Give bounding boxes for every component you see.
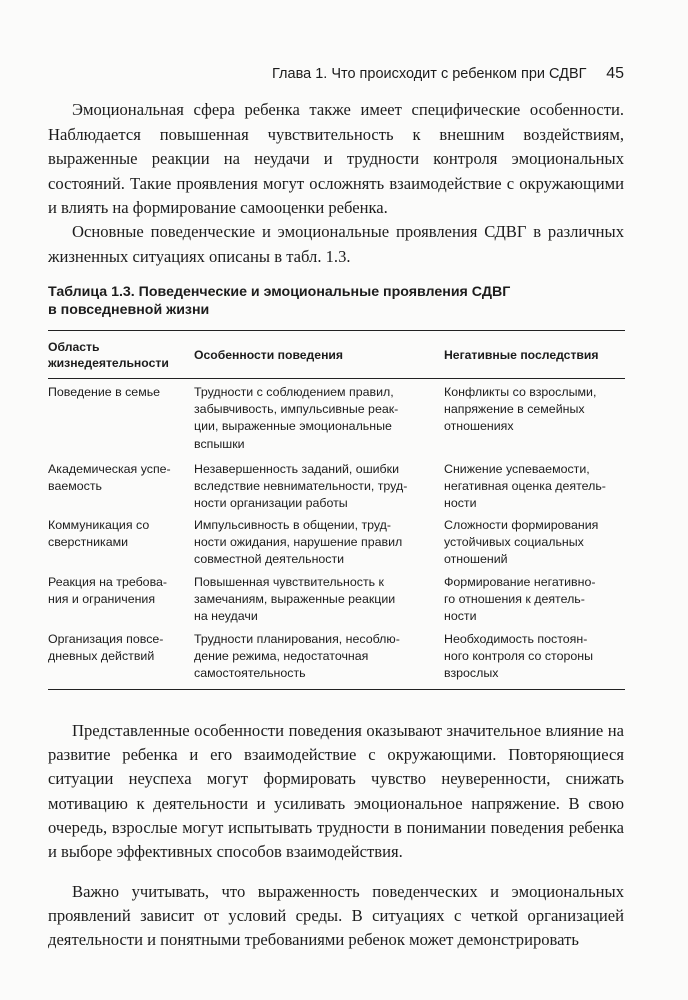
cell-consequence [444, 517, 625, 574]
cell-area-line: Организация повсе- [48, 632, 164, 646]
cell-consequence-line: устойчивых социальных [444, 535, 584, 550]
cell-behavior [194, 631, 444, 685]
cell-area-line: ваемость [48, 479, 102, 494]
paragraph-influence: Представленные особенности поведения оказывают значительное влияние на развитие ребенка и его взаимодействие с окружающими. Повторяющиеся ситуации неуспеха могут формировать чувство неуверенности, снижать мотивацию к деятельности и усиливать эмоциональное напряжение. В свою очередь, взрослые могут испытывать трудности в понимании поведения ребенка и выборе эффективных способов взаимодействия. [48, 721, 624, 862]
paragraph-table-reference: Основные поведенческие и эмоциональные проявления СДВГ в различных жизненных ситуациях описаны в табл. 1.3. [48, 222, 624, 266]
cell-behavior-line: вследствие невнимательности, труд- [194, 479, 408, 494]
header-area [48, 339, 194, 371]
paragraph-environment: Важно учитывать, что выраженность поведенческих и эмоциональных проявлений зависит от условий среды. В ситуациях с четкой организацией деятельности и понятными требованиями ребенок может демонстрировать [48, 882, 624, 950]
cell-consequence-line: напряжение в семейных [444, 402, 585, 417]
header-area-line1: Область [48, 339, 100, 354]
cell-consequence [444, 384, 625, 461]
cell-area [48, 574, 194, 631]
cell-behavior-line: замечаниям, выраженные реакции [194, 592, 396, 607]
cell-behavior [194, 384, 444, 461]
cell-consequence [444, 631, 625, 685]
cell-behavior-line: ции, выраженные эмоциональные [194, 419, 392, 434]
cell-behavior [194, 461, 444, 517]
cell-area-line: Поведение в семье [48, 385, 161, 399]
cell-area-line: ния и ограничения [48, 592, 156, 607]
cell-behavior-line: ности ожидания, нарушение правил [194, 535, 403, 550]
cell-area-line: Реакция на требова- [48, 575, 168, 589]
cell-behavior-line: совместной деятельности [194, 552, 345, 567]
cell-behavior [194, 574, 444, 631]
behavior-table [48, 330, 625, 690]
cell-behavior-line: ности организации работы [194, 496, 348, 511]
cell-consequence-line: Снижение успеваемости, [444, 462, 590, 476]
cell-consequence-line: Необходимость постоян- [444, 632, 588, 646]
cell-consequence-line: ности [444, 496, 477, 511]
paragraph-emotional-sphere: Эмоциональная сфера ребенка также имеет специфические особенности. Наблюдается повышенная чувствительность к внешним воздействиям, выраженные реакции на неудачи и трудности контроля эмоциональных состояний. Такие проявления могут осложнять взаимодействие с окружающими и влиять на формирование самооценки ребенка. [48, 100, 624, 218]
cell-consequence-line: Формирование негативно- [444, 575, 596, 589]
chapter-title: Глава 1. Что происходит с ребенком при СДВГ [272, 66, 587, 82]
cell-area-line: сверстниками [48, 535, 129, 550]
cell-consequence [444, 574, 625, 631]
cell-consequence-line: Сложности формирования [444, 518, 599, 532]
header-consequence: Негативные последствия [444, 347, 599, 362]
table-caption-line2: в повседневной жизни [48, 302, 210, 318]
cell-area [48, 631, 194, 685]
running-header [272, 65, 624, 83]
cell-behavior-line: Импульсивность в общении, труд- [194, 518, 392, 532]
cell-area [48, 461, 194, 517]
cell-behavior-line: на неудачи [194, 609, 258, 624]
table-caption-line1: Таблица 1.3. Поведенческие и эмоциональные проявления СДВГ [48, 284, 511, 300]
cell-consequence [444, 461, 625, 517]
table-header-row [48, 331, 625, 379]
cell-behavior-line: забывчивость, импульсивные реак- [194, 402, 399, 417]
table-caption [48, 283, 624, 319]
cell-behavior [194, 517, 444, 574]
cell-behavior-line: самостоятельность [194, 666, 306, 681]
table-row [48, 517, 625, 574]
table-row [48, 574, 625, 631]
cell-area [48, 384, 194, 461]
cell-consequence-line: отношений [444, 552, 508, 567]
cell-consequence-line: ного контроля со стороны [444, 649, 593, 664]
cell-consequence-line: Конфликты со взрослыми, [444, 385, 597, 399]
cell-behavior-line: дение режима, недостаточная [194, 649, 369, 664]
cell-area-line: Коммуникация со [48, 518, 150, 532]
table-row [48, 384, 625, 461]
cell-consequence-line: го отношения к деятель- [444, 592, 585, 607]
table-body [48, 379, 625, 689]
cell-area [48, 517, 194, 574]
cell-area-line: Академическая успе- [48, 462, 171, 476]
cell-area-line: дневных действий [48, 649, 155, 664]
table-row [48, 631, 625, 685]
cell-behavior-line: Трудности с соблюдением правил, [194, 385, 394, 399]
cell-behavior-line: вспышки [194, 436, 245, 451]
header-area-line2: жизнедеятельности [48, 355, 169, 370]
cell-consequence-line: взрослых [444, 666, 499, 681]
cell-consequence-line: отношениях [444, 419, 514, 434]
table-row [48, 461, 625, 517]
cell-consequence-line: ности [444, 609, 477, 624]
cell-behavior-line: Незавершенность заданий, ошибки [194, 462, 399, 476]
cell-behavior-line: Повышенная чувствительность к [194, 575, 384, 589]
header-behavior: Особенности поведения [194, 347, 344, 362]
cell-consequence-line: негативная оценка деятель- [444, 479, 606, 494]
page-number: 45 [606, 65, 624, 82]
cell-behavior-line: Трудности планирования, несоблю- [194, 632, 400, 646]
